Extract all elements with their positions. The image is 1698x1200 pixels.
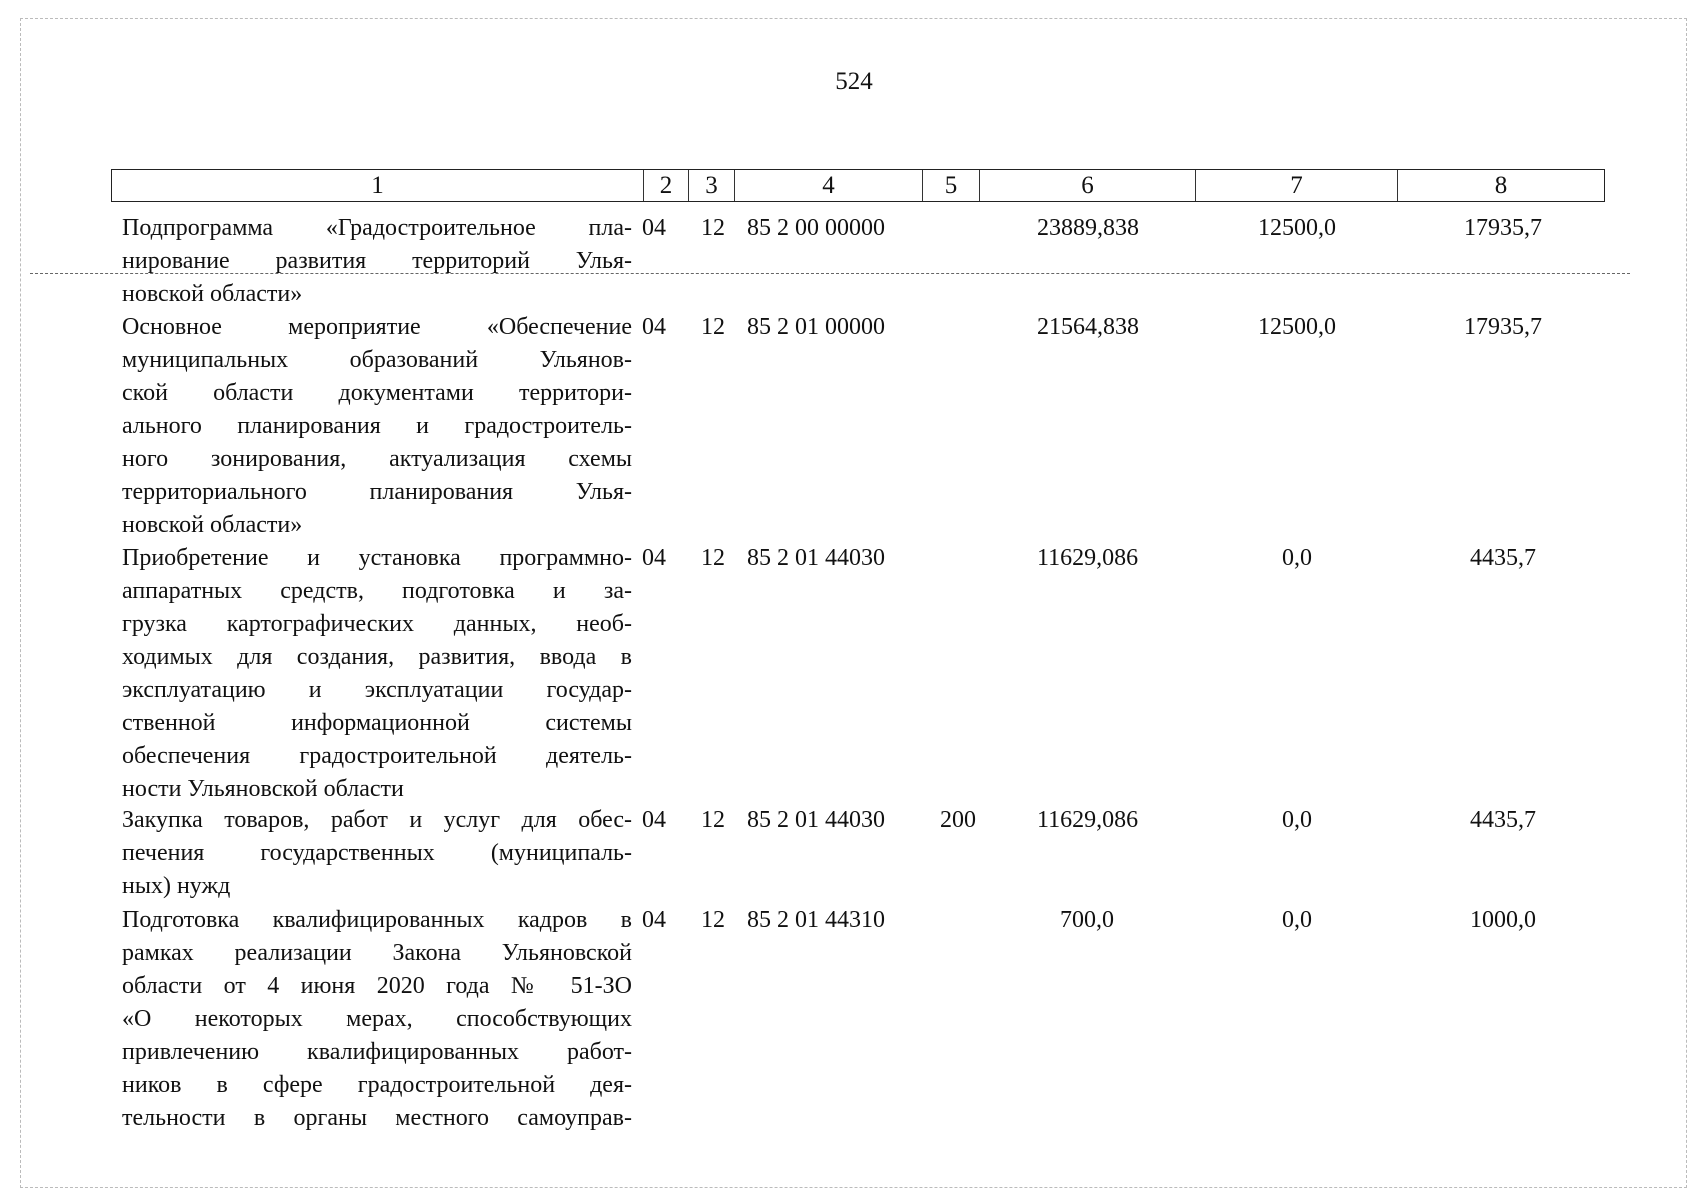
description-line: ального планирования и градостроитель- bbox=[122, 413, 632, 439]
row-description bbox=[122, 804, 632, 903]
description-line: ных) нужд bbox=[122, 873, 231, 899]
description-line: области от 4 июня 2020 года № 51-ЗО bbox=[122, 973, 632, 999]
description-line: муниципальных образований Ульянов- bbox=[122, 347, 632, 373]
cell-c2: 04 bbox=[642, 545, 666, 571]
header-col-5: 5 bbox=[923, 170, 980, 201]
cell-c6: 700,0 bbox=[1060, 907, 1114, 933]
description-line: ного зонирования, актуализация схемы bbox=[122, 446, 632, 472]
cell-c6: 11629,086 bbox=[1037, 545, 1139, 571]
description-line: Подпрограмма «Градостроительное пла- bbox=[122, 215, 632, 241]
cell-c3: 12 bbox=[701, 907, 725, 933]
header-col-3: 3 bbox=[689, 170, 735, 201]
page-number: 524 bbox=[835, 68, 873, 95]
table-header bbox=[111, 169, 1605, 202]
cell-c4: 85 2 01 44030 bbox=[747, 807, 885, 833]
description-line: ности Ульяновской области bbox=[122, 776, 404, 802]
cell-c8: 4435,7 bbox=[1470, 545, 1536, 571]
description-line: рамках реализации Закона Ульяновской bbox=[122, 940, 632, 966]
description-line: грузка картографических данных, необ- bbox=[122, 611, 632, 637]
cell-c3: 12 bbox=[701, 807, 725, 833]
cell-c7: 0,0 bbox=[1282, 907, 1312, 933]
description-line: территориального планирования Улья- bbox=[122, 479, 632, 505]
description-line: ской области документами территори- bbox=[122, 380, 632, 406]
cell-c8: 17935,7 bbox=[1464, 215, 1542, 241]
cell-c6: 11629,086 bbox=[1037, 807, 1139, 833]
cell-c7: 12500,0 bbox=[1258, 215, 1336, 241]
cell-c8: 17935,7 bbox=[1464, 314, 1542, 340]
description-line: «О некоторых мерах, способствующих bbox=[122, 1006, 632, 1032]
description-line: привлечению квалифицированных работ- bbox=[122, 1039, 632, 1065]
cell-c3: 12 bbox=[701, 314, 725, 340]
cell-c8: 4435,7 bbox=[1470, 807, 1536, 833]
header-col-2: 2 bbox=[644, 170, 689, 201]
description-line: ственной информационной системы bbox=[122, 710, 632, 736]
description-line: печения государственных (муниципаль- bbox=[122, 840, 632, 866]
cell-c3: 12 bbox=[701, 215, 725, 241]
row-description bbox=[122, 542, 632, 806]
cell-c8: 1000,0 bbox=[1470, 907, 1536, 933]
cell-c2: 04 bbox=[642, 314, 666, 340]
row-description bbox=[122, 904, 632, 1135]
cell-c4: 85 2 01 44030 bbox=[747, 545, 885, 571]
description-line: Закупка товаров, работ и услуг для обес- bbox=[122, 807, 632, 833]
header-col-6: 6 bbox=[980, 170, 1196, 201]
description-line: тельности в органы местного самоуправ- bbox=[122, 1105, 632, 1131]
header-col-8: 8 bbox=[1494, 172, 1508, 199]
description-line: нирование развития территорий Улья- bbox=[122, 248, 632, 274]
description-line: Приобретение и установка программно- bbox=[122, 545, 632, 571]
description-line: ников в сфере градостроительной дея- bbox=[122, 1072, 632, 1098]
description-line: аппаратных средств, подготовка и за- bbox=[122, 578, 632, 604]
description-line: ходимых для создания, развития, ввода в bbox=[122, 644, 632, 670]
cell-c7: 12500,0 bbox=[1258, 314, 1336, 340]
cell-c5: 200 bbox=[940, 807, 976, 833]
header-col-7: 7 bbox=[1196, 170, 1398, 201]
header-col-1: 1 bbox=[112, 170, 644, 201]
cell-c2: 04 bbox=[642, 907, 666, 933]
description-line: Подготовка квалифицированных кадров в bbox=[122, 907, 632, 933]
row-description bbox=[122, 212, 632, 311]
description-line: эксплуатацию и эксплуатации государ- bbox=[122, 677, 632, 703]
cell-c3: 12 bbox=[701, 545, 725, 571]
row-description bbox=[122, 311, 632, 542]
cell-c6: 23889,838 bbox=[1037, 215, 1139, 241]
header-col-4: 4 bbox=[735, 170, 923, 201]
cell-c4: 85 2 01 44310 bbox=[747, 907, 885, 933]
cell-c2: 04 bbox=[642, 807, 666, 833]
cell-c2: 04 bbox=[642, 215, 666, 241]
cell-c4: 85 2 00 00000 bbox=[747, 215, 885, 241]
cell-c4: 85 2 01 00000 bbox=[747, 314, 885, 340]
cell-c6: 21564,838 bbox=[1037, 314, 1139, 340]
cell-c7: 0,0 bbox=[1282, 545, 1312, 571]
description-line: Основное мероприятие «Обеспечение bbox=[122, 314, 632, 340]
description-line: новской области» bbox=[122, 281, 303, 307]
description-line: обеспечения градостроительной деятель- bbox=[122, 743, 632, 769]
cell-c7: 0,0 bbox=[1282, 807, 1312, 833]
description-line: новской области» bbox=[122, 512, 303, 538]
